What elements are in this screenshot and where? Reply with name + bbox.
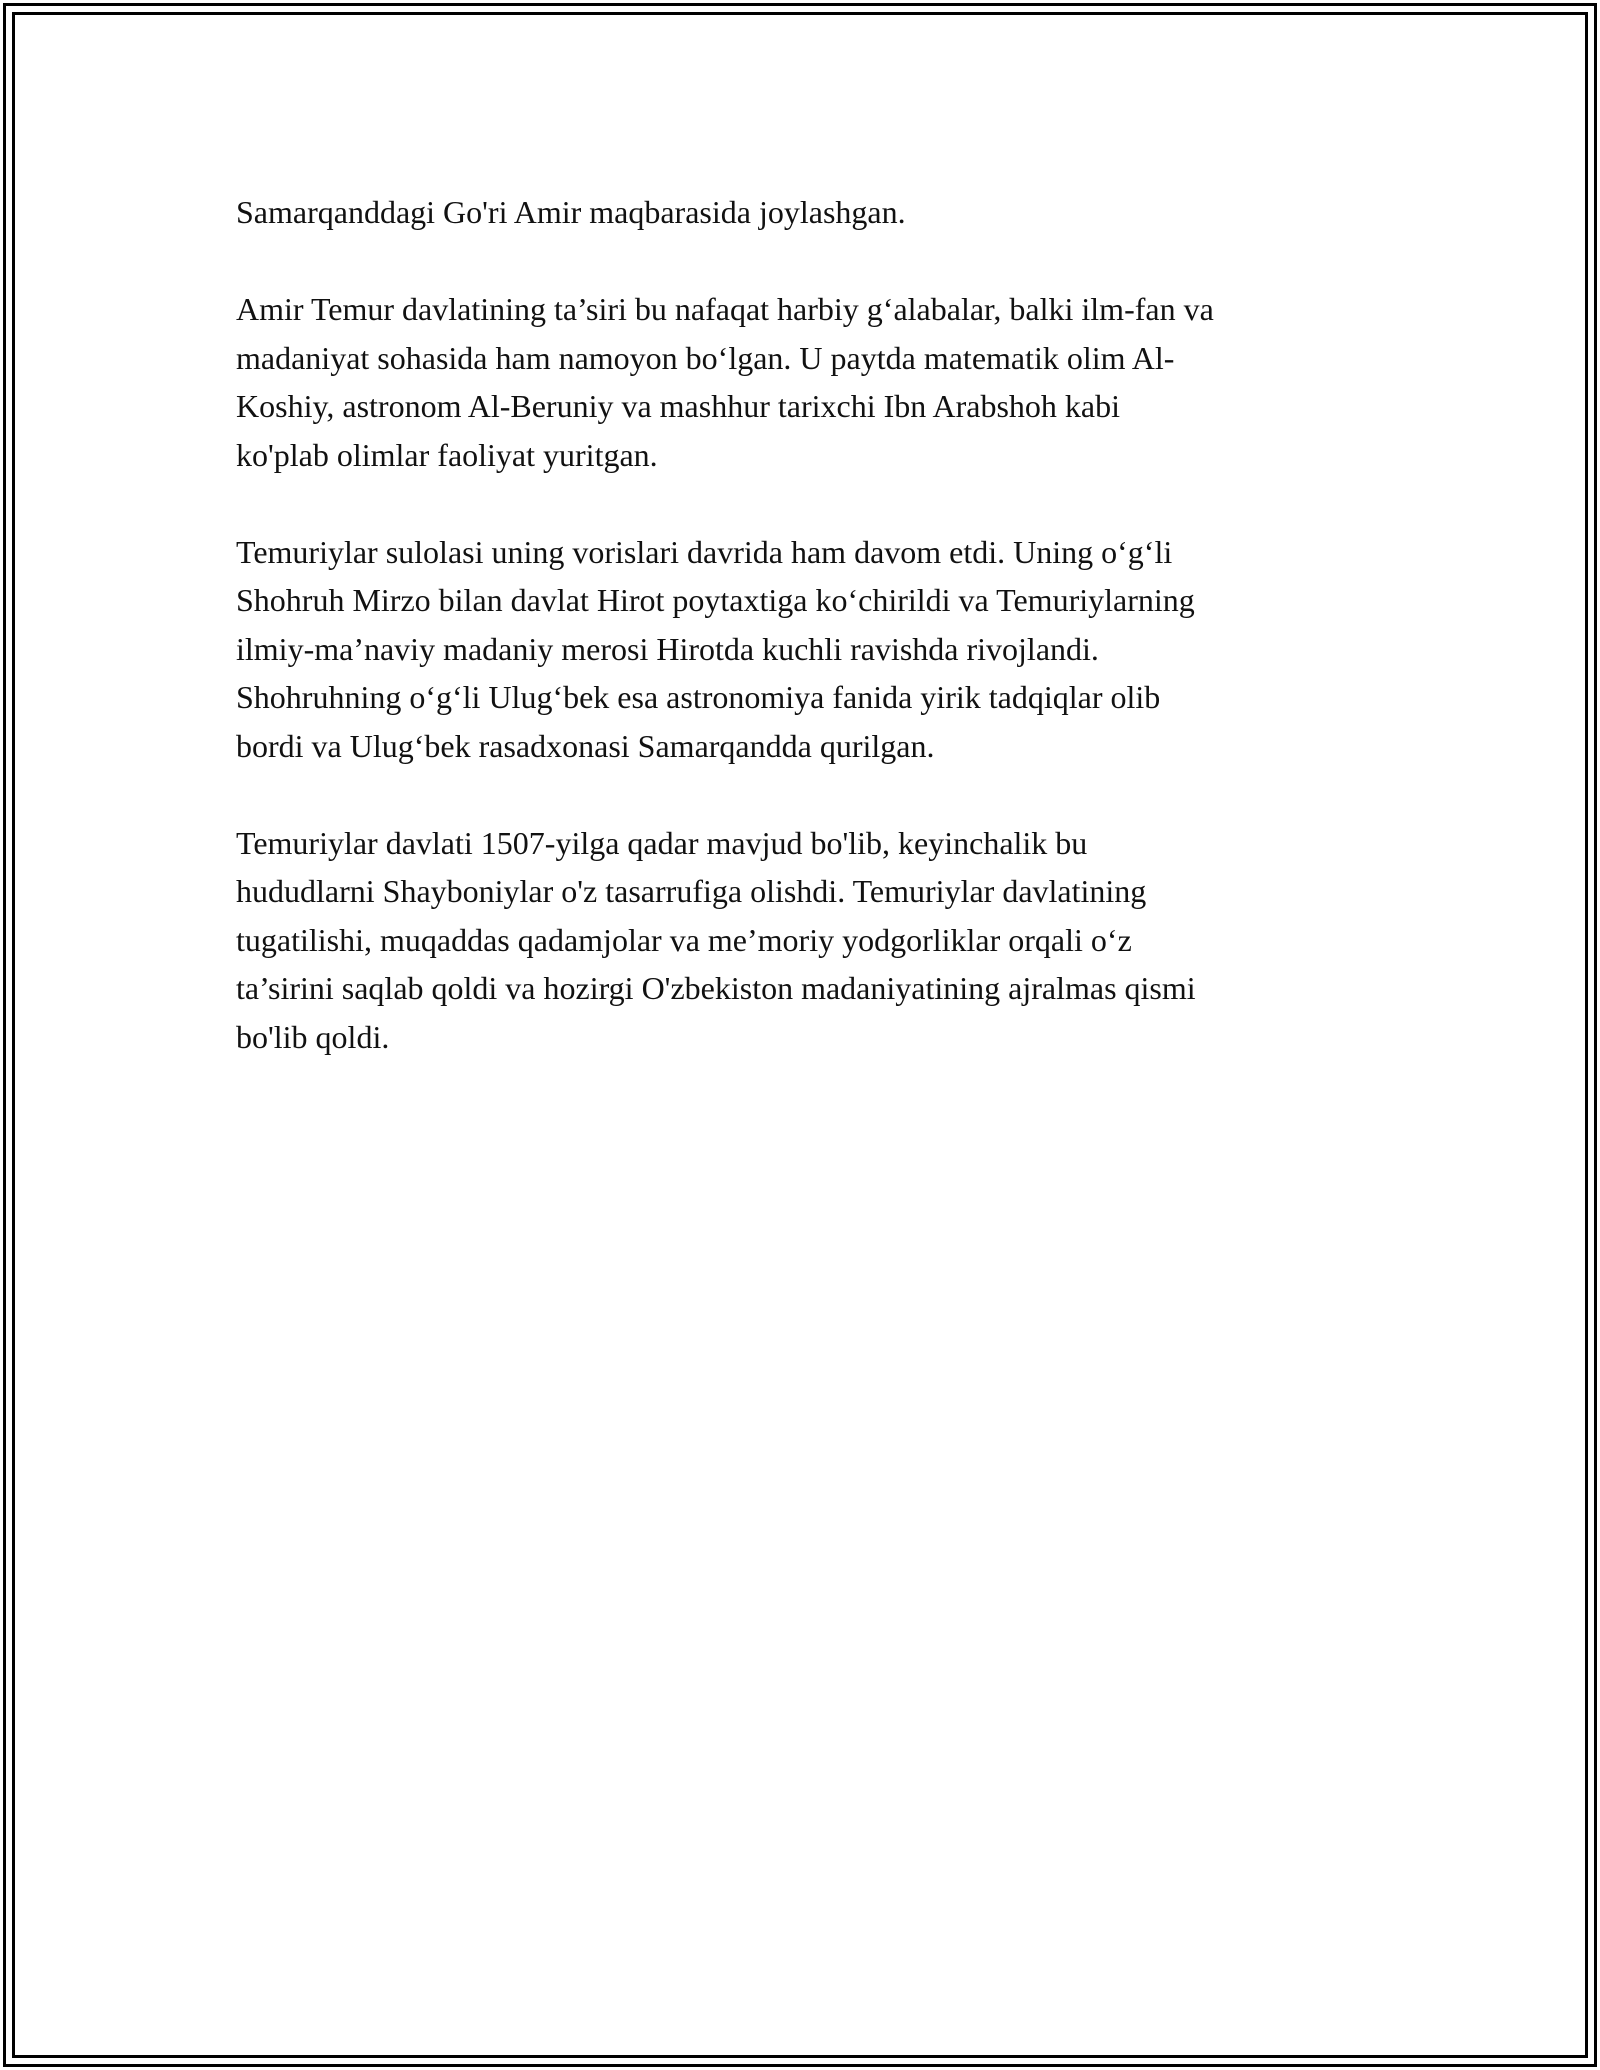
text-line: Shohruh Mirzo bilan davlat Hirot poytaxtiga ko‘chirildi va Temuriylarning <box>236 582 1195 618</box>
text-line: Amir Temur davlatining ta’siri bu nafaqat harbiy g‘alabalar, balki ilm-fan va <box>236 291 1214 327</box>
paragraph-1 <box>236 188 1386 237</box>
text-line: madaniyat sohasida ham namoyon bo‘lgan. U paytda matematik olim Al- <box>236 339 1175 376</box>
paragraph-3 <box>236 528 1386 771</box>
paragraph-2 <box>236 285 1386 479</box>
text-line: Samarqanddagi Go'ri Amir maqbarasida joylashgan. <box>236 194 906 230</box>
paragraph-4 <box>236 819 1386 1062</box>
text-line: Koshiy, astronom Al-Beruniy va mashhur tarixchi Ibn Arabshoh kabi <box>236 388 1120 424</box>
text-line: Temuriylar sulolasi uning vorislari davrida ham davom etdi. Uning o‘g‘li <box>236 533 1173 570</box>
text-line: Temuriylar davlati 1507-yilga qadar mavjud bo'lib, keyinchalik bu <box>236 824 1088 861</box>
text-line: ta’sirini saqlab qoldi va hozirgi O'zbekiston madaniyatining ajralmas qismi <box>236 970 1196 1006</box>
text-line: Shohruhning o‘g‘li Ulug‘bek esa astronomiya fanida yirik tadqiqlar olib <box>236 679 1161 715</box>
text-line: ko'plab olimlar faoliyat yuritgan. <box>236 436 658 473</box>
text-line: tugatilishi, muqaddas qadamjolar va me’moriy yodgorliklar orqali o‘z <box>236 921 1132 958</box>
document-body <box>236 188 1386 1110</box>
text-line: bordi va Ulug‘bek rasadxonasi Samarqandda qurilgan. <box>236 727 935 764</box>
text-line: bo'lib qoldi. <box>236 1018 390 1055</box>
text-line: hududlarni Shayboniylar o'z tasarrufiga olishdi. Temuriylar davlatining <box>236 873 1147 909</box>
text-line: ilmiy-ma’naviy madaniy merosi Hirotda kuchli ravishda rivojlandi. <box>236 630 1099 667</box>
